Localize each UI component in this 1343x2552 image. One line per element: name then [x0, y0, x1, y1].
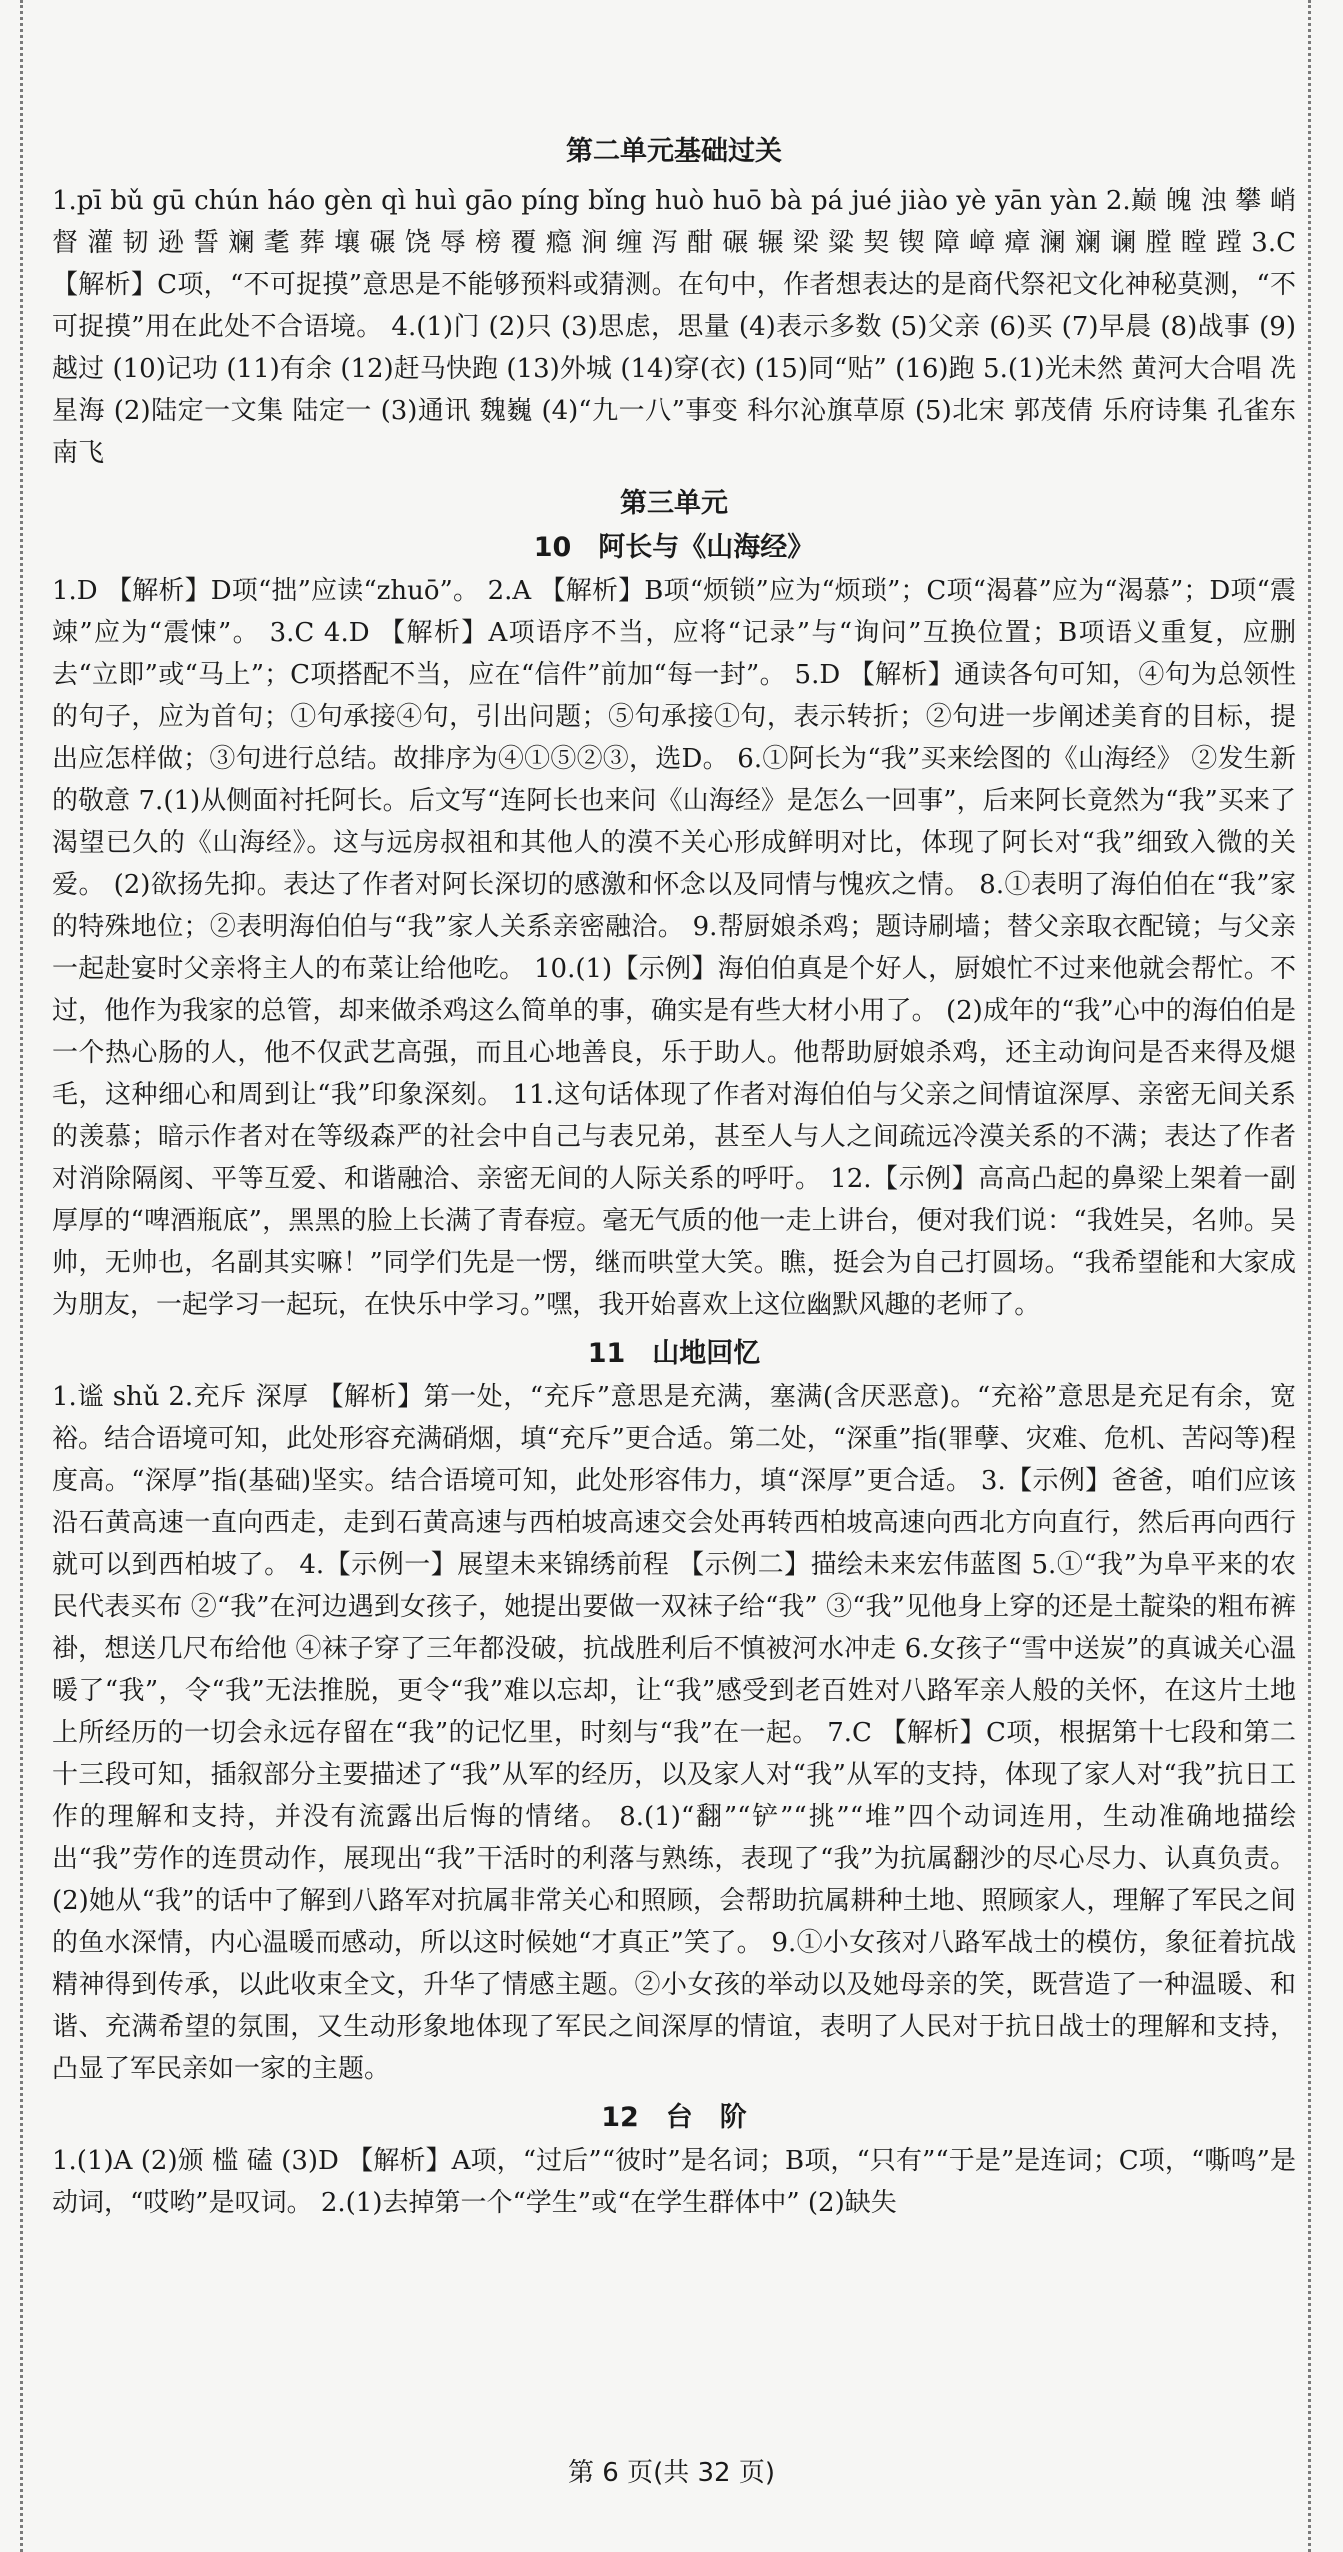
section-title-lesson11: 11 山地回忆 [587, 1338, 761, 1369]
left-dotted-margin [20, 0, 23, 2552]
section-title-lesson12: 12 台 阶 [601, 2102, 747, 2133]
section-unit2-answers: 1.pī bǔ gū chún háo gèn qì huì gāo píng bǐng huò huō bà pá jué jiào yè yān yàn 2.巅 魄 浊 攀 峭 督 灌 韧 逊 誓 斓 耄 葬 壤 碾 饶 辱 榜 覆 瘾 涧 缠 泻 酣 碾 辗 梁 粱 契 锲 障 嶂 瘴 澜 斓 谰 膛 瞠 蹚 3.C 【解析】C项，“不可捉摸”意思是不能够预料或猜测。在句中，作者想表达的是商代祭祀文化神秘莫测，“不可捉摸”用在此处不合语境。 4.(1)门 (2)只 (3)思虑，思量 (4)表示多数 (5)父亲 (6)买 (7)早晨 (8)战事 (9)越过 (10)记功 (11)有余 (12)赶马快跑 (13)外城 (14)穿(衣) (15)同“贴” (16)跑 5.(1)光未然 黄河大合唱 冼星海 (2)陆定一文集 陆定一 (3)通讯 魏巍 (4)“九一八”事变 科尔沁旗草原 (5)北宋 郭茂倩 乐府诗集 孔雀东南飞 [52, 186, 1296, 468]
section-title-unit2-review: 第二单元基础过关 [566, 136, 782, 167]
section-lesson11-answers: 1.谧 shǔ 2.充斥 深厚 【解析】第一处，“充斥”意思是充满，塞满(含厌恶意)。“充裕”意思是充足有余，宽裕。结合语境可知，此处形容充满硝烟，填“充斥”更合适。第二处，“深重”指(罪孽、灾难、危机、苦闷等)程度高。“深厚”指(基础)坚实。结合语境可知，此处形容伟力，填“深厚”更合适。 3.【示例】爸爸，咱们应该沿石黄高速一直向西走，走到石黄高速与西柏坡高速交会处再转西柏坡高速向西北方向直行，然后再向西行就可以到西柏坡了。 4.【示例一】展望未来锦绣前程 【示例二】描绘未来宏伟蓝图 5.①“我”为阜平来的农民代表买布 ②“我”在河边遇到女孩子，她提出要做一双袜子给“我” ③“我”见他身上穿的还是土靛染的粗布裤褂，想送几尺布给他 ④袜子穿了三年都没破，抗战胜利后不慎被河水冲走 6.女孩子“雪中送炭”的真诚关心温暖了“我”，令“我”无法推脱，更令“我”难以忘却，让“我”感受到老百姓对八路军亲人般的关怀，在这片土地上所经历的一切会永远存留在“我”的记忆里，时刻与“我”在一起。 7.C 【解析】C项，根据第十七段和第二十三段可知，插叙部分主要描述了“我”从军的经历，以及家人对“我”从军的支持，体现了家人对“我”抗日工作的理解和支持，并没有流露出后悔的情绪。 8.(1)“翻”“铲”“挑”“堆”四个动词连用，生动准确地描绘出“我”劳作的连贯动作，展现出“我”干活时的利落与熟练，表现了“我”为抗属翻沙的尽心尽力、认真负责。 (2)她从“我”的话中了解到八路军对抗属非常关心和照顾，会帮助抗属耕种土地、照顾家人，理解了军民之间的鱼水深情，内心温暖而感动，所以这时候她“才真正”笑了。 9.①小女孩对八路军战士的模仿，象征着抗战精神得到传承，以此收束全文，升华了情感主题。②小女孩的举动以及她母亲的笑，既营造了一种温暖、和谐、充满希望的氛围，又生动形象地体现了军民之间深厚的情谊，表明了人民对于抗日战士的理解和支持，凸显了军民亲如一家的主题。 [52, 1382, 1296, 2084]
right-dotted-margin [1308, 0, 1311, 2552]
section-lesson10-answers: 1.D 【解析】D项“拙”应读“zhuō”。 2.A 【解析】B项“烦锁”应为“烦琐”；C项“渴暮”应为“渴慕”；D项“震竦”应为“震悚”。 3.C 4.D 【解析】A项语序不当，应将“记录”与“询问”互换位置；B项语义重复，应删去“立即”或“马上”；C项搭配不当，应在“信件”前加“每一封”。 5.D 【解析】通读各句可知，④句为总领性的句子，应为首句；①句承接④句，引出问题；⑤句承接①句，表示转折；②句进一步阐述美育的目标，提出应怎样做；③句进行总结。故排序为④①⑤②③，选D。 6.①阿长为“我”买来绘图的《山海经》 ②发生新的敬意 7.(1)从侧面衬托阿长。后文写“连阿长也来问《山海经》是怎么一回事”，后来阿长竟然为“我”买来了渴望已久的《山海经》。这与远房叔祖和其他人的漠不关心形成鲜明对比，体现了阿长对“我”细致入微的关爱。 (2)欲扬先抑。表达了作者对阿长深切的感激和怀念以及同情与愧疚之情。 8.①表明了海伯伯在“我”家的特殊地位；②表明海伯伯与“我”家人关系亲密融洽。 9.帮厨娘杀鸡；题诗刷墙；替父亲取衣配镜；与父亲一起赴宴时父亲将主人的布菜让给他吃。 10.(1)【示例】海伯伯真是个好人，厨娘忙不过来他就会帮忙。不过，他作为我家的总管，却来做杀鸡这么简单的事，确实是有些大材小用了。 (2)成年的“我”心中的海伯伯是一个热心肠的人，他不仅武艺高强，而且心地善良，乐于助人。他帮助厨娘杀鸡，还主动询问是否来得及煺毛，这种细心和周到让“我”印象深刻。 11.这句话体现了作者对海伯伯与父亲之间情谊深厚、亲密无间关系的羡慕；暗示作者对在等级森严的社会中自己与表兄弟，甚至人与人之间疏远冷漠关系的不满；表达了作者对消除隔阂、平等互爱、和谐融洽、亲密无间的人际关系的呼吁。 12.【示例】高高凸起的鼻梁上架着一副厚厚的“啤酒瓶底”，黑黑的脸上长满了青春痘。毫无气质的他一走上讲台，便对我们说：“我姓吴，名帅。吴帅，无帅也，名副其实嘛！”同学们先是一愣，继而哄堂大笑。瞧，挺会为自己打圆场。“我希望能和大家成为朋友，一起学习一起玩，在快乐中学习。”嘿，我开始喜欢上这位幽默风趣的老师了。 [52, 576, 1296, 1320]
section-title-unit3: 第三单元 [620, 488, 728, 519]
page-footer: 第 6 页(共 32 页) [568, 2458, 775, 2488]
section-lesson12-answers: 1.(1)A (2)颁 槛 磕 (3)D 【解析】A项，“过后”“彼时”是名词；B项，“只有”“于是”是连词；C项，“嘶鸣”是动词，“哎哟”是叹词。 2.(1)去掉第一个“学生”或“在学生群体中” (2)缺失 [52, 2146, 1296, 2218]
section-title-lesson10: 10 阿长与《山海经》 [533, 532, 815, 563]
answer-content [52, 130, 1296, 2230]
